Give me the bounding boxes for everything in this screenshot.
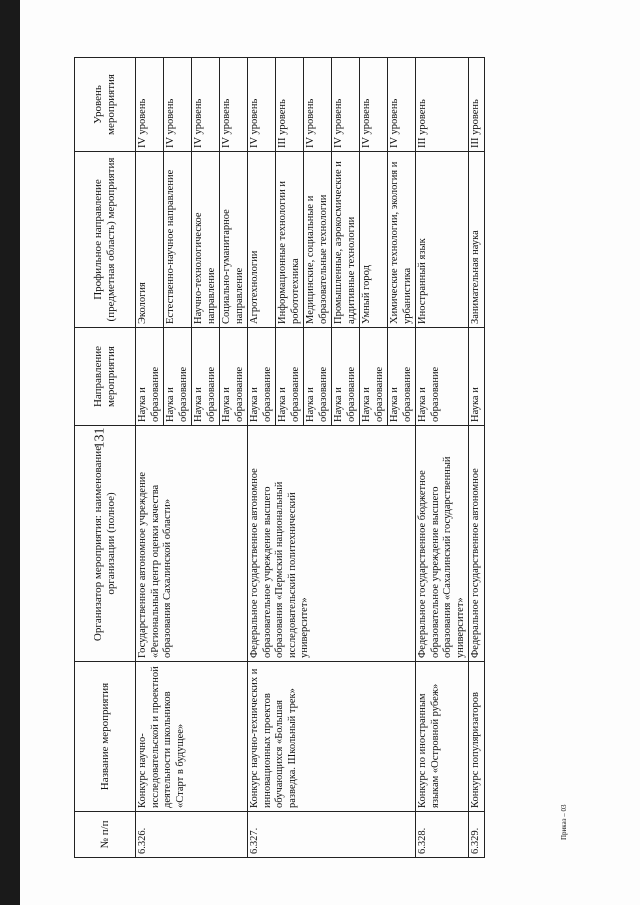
footer-note: Приказ – 03	[560, 804, 568, 840]
table-row	[248, 58, 276, 858]
events-table	[74, 57, 485, 858]
event-level: IV уровень	[304, 58, 332, 152]
row-number: 6.329.	[469, 812, 485, 858]
event-level: III уровень	[469, 58, 485, 152]
row-number: 6.327.	[248, 812, 416, 858]
event-direction: Наука и образование	[220, 328, 248, 426]
event-level: III уровень	[416, 58, 469, 152]
event-profile: Агротехнологии	[248, 152, 276, 328]
event-direction: Наука и образование	[332, 328, 360, 426]
event-direction: Наука и образование	[248, 328, 276, 426]
event-direction: Наука и образование	[304, 328, 332, 426]
event-level: IV уровень	[332, 58, 360, 152]
header-organizer: Организатор мероприятия: наименование организации (полное)	[75, 426, 136, 662]
event-profile: Социально-гуманитарное направление	[220, 152, 248, 328]
header-num: № п/п	[75, 812, 136, 858]
table-row	[469, 58, 485, 858]
event-level: IV уровень	[164, 58, 192, 152]
event-organizer: Федеральное государственное бюджетное образовательное учреждение высшего образования «Сахалинский государственный университет»	[416, 426, 469, 662]
event-direction: Наука и образование	[136, 328, 164, 426]
event-name: Конкурс популяризаторов	[469, 662, 485, 812]
event-direction: Наука и образование	[276, 328, 304, 426]
event-level: IV уровень	[388, 58, 416, 152]
event-profile: Промышленные, аэрокосмические и аддитивные технологии	[332, 152, 360, 328]
event-profile: Научно-технологическое направление	[192, 152, 220, 328]
event-direction: Наука и образование	[164, 328, 192, 426]
event-direction: Наука и образование	[192, 328, 220, 426]
table-row	[416, 58, 469, 858]
event-level: IV уровень	[220, 58, 248, 152]
event-level: IV уровень	[192, 58, 220, 152]
event-profile: Иностранный язык	[416, 152, 469, 328]
event-profile: Занимательная наука	[469, 152, 485, 328]
event-profile: Естественно-научное направление	[164, 152, 192, 328]
event-organizer: Федеральное государственное автономное образовательное учреждение высшего образования «Пермский национальный исследовательский политехнический университет»	[248, 426, 416, 662]
rotated-table-container	[74, 58, 584, 858]
event-level: IV уровень	[360, 58, 388, 152]
table-row	[136, 58, 164, 858]
event-profile: Экология	[136, 152, 164, 328]
row-number: 6.328.	[416, 812, 469, 858]
event-level: III уровень	[276, 58, 304, 152]
event-direction: Наука и образование	[360, 328, 388, 426]
event-organizer: Федеральное государственное автономное	[469, 426, 485, 662]
page-number: 131	[92, 427, 108, 449]
header-profile: Профильное направление (предметная область) мероприятия	[75, 152, 136, 328]
event-level: IV уровень	[136, 58, 164, 152]
table-header-row	[75, 58, 136, 858]
event-name: Конкурс по иностранным языкам «Островной рубеж»	[416, 662, 469, 812]
header-level: Уровень мероприятия	[75, 58, 136, 152]
header-name: Название мероприятия	[75, 662, 136, 812]
event-level: IV уровень	[248, 58, 276, 152]
event-name: Конкурс научно-технических и инновационных проектов обучающихся «Большая разведка. Школьный трек»	[248, 662, 416, 812]
row-number: 6.326.	[136, 812, 248, 858]
event-profile: Информационные технологии и робототехника	[276, 152, 304, 328]
event-direction: Наука и образование	[416, 328, 469, 426]
header-direction: Направление мероприятия	[75, 328, 136, 426]
event-profile: Медицинские, социальные и образовательные технологии	[304, 152, 332, 328]
event-name: Конкурс научно-исследовательской и проектной деятельности школьников «Старт в будущее»	[136, 662, 248, 812]
table-body	[136, 58, 485, 858]
event-profile: Умный город	[360, 152, 388, 328]
event-direction: Наука и	[469, 328, 485, 426]
event-direction: Наука и образование	[388, 328, 416, 426]
scan-edge-strip	[0, 0, 20, 905]
event-organizer: Государственное автономное учреждение «Региональный центр оценки качества образования Сахалинской области»	[136, 426, 248, 662]
event-profile: Химические технологии, экология и урбанистика	[388, 152, 416, 328]
